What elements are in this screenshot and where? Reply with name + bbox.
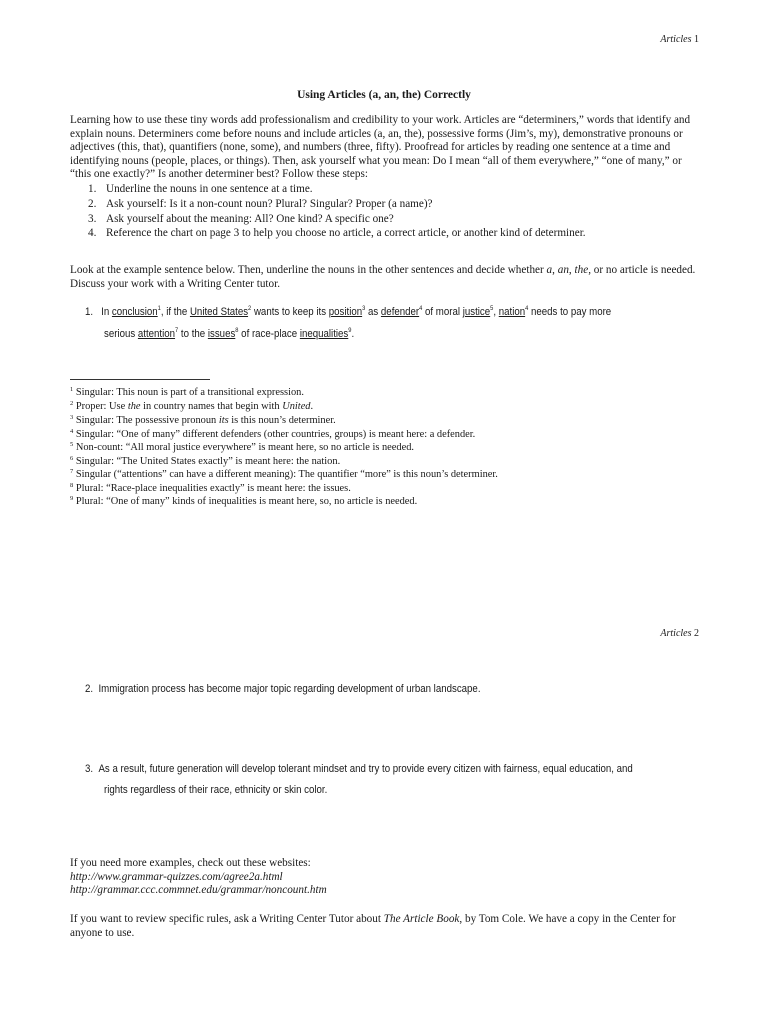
footnote-5: $^5$ Non-count: “All moral justice everywhere” is meant here, so no article is needed. bbox=[70, 441, 415, 453]
review-paragraph: If you want to review specific rules, ask a Writing Center Tutor about The Article Book, by Tom Cole. We have a copy in the Center for anyone to use. bbox=[70, 913, 676, 939]
list-item: 3. Ask yourself about the meaning: All? One kind? A specific one? bbox=[88, 212, 394, 225]
noun-defender: defender bbox=[380, 306, 420, 318]
page-number: 2 bbox=[694, 628, 699, 639]
example-sentence-1-line-2: serious attention$^7$ to the issues$^8$ of race-place inequalities$^9$. bbox=[104, 327, 355, 340]
list-item: 1. Underline the nouns in one sentence at a time. bbox=[88, 183, 313, 195]
link-grammar-ccc[interactable]: http://grammar.ccc.commnet.edu/grammar/noncount.htm bbox=[70, 884, 327, 897]
footnote-2: $^2$ Proper: Use the in country names that begin with United. bbox=[70, 400, 314, 412]
noun-issues: issues bbox=[207, 328, 236, 340]
link-grammar-quizzes[interactable]: http://www.grammar-quizzes.com/agree2a.html bbox=[70, 870, 283, 883]
steps-list bbox=[88, 182, 586, 241]
intro-paragraph: Learning how to use these tiny words add professionalism and credibility to your work. Articles are “determiners,” words that identify and explain nouns. Determiners come before nouns and include articles (a, an, the), possessive forms (Jim’s, my), demonstrative pronouns or adjectives (this, that), quantifiers (none, some), and numbers (three, fifty). Proofread for articles by reading one sentence at a time and identifying nouns (people, places, or things). Then, ask yourself what you mean: Do I mean “all of them everywhere,” “one of many,” or “this one exactly?” Is another determiner best? Follow these steps: bbox=[70, 114, 691, 181]
list-item: 4. Reference the chart on page 3 to help you choose no article, a correct article, or another kind of determiner. bbox=[88, 227, 586, 240]
example-sentence-1-line-1: 1. In conclusion$^1$, if the United States$^2$ wants to keep its position$^3$ as defender$^4$ of moral justice$^5$, nation$^4$ needs to pay more bbox=[85, 305, 612, 318]
running-head: Articles bbox=[660, 628, 692, 639]
instructions-paragraph: Look at the example sentence below. Then, underline the nouns in the other sentences and decide whether a, an, the, or no article is needed. Discuss your work with a Writing Center tutor. bbox=[70, 264, 696, 290]
page-header-1 bbox=[660, 34, 699, 45]
running-head: Articles bbox=[660, 34, 692, 45]
noun-conclusion: conclusion bbox=[111, 306, 158, 318]
list-item: 2. Ask yourself: Is it a non-count noun? Plural? Singular? Proper (a name)? bbox=[88, 197, 433, 210]
noun-position: position bbox=[328, 306, 363, 318]
more-examples-intro: If you need more examples, check out these websites: bbox=[70, 857, 311, 869]
noun-inequalities: inequalities bbox=[299, 328, 349, 340]
footnote-7: $^7$ Singular (“attentions” can have a different meaning): The quantifier “more” is this noun’s determiner. bbox=[70, 468, 498, 480]
example-sentence-3-line-1: 3. As a result, future generation will develop tolerant mindset and try to provide every citizen with fairness, equal education, and bbox=[85, 763, 633, 775]
footnote-1: $^1$ Singular: This noun is part of a transitional expression. bbox=[70, 386, 304, 398]
page-number: 1 bbox=[694, 34, 699, 45]
footnote-divider bbox=[70, 379, 210, 380]
footnote-3: $^3$ Singular: The possessive pronoun its is this noun’s determiner. bbox=[70, 414, 336, 426]
page-header-2 bbox=[660, 628, 699, 639]
footnote-8: $^8$ Plural: “Race-place inequalities exactly” is meant here: the issues. bbox=[70, 482, 351, 494]
book-title: The Article Book bbox=[383, 913, 460, 925]
footnote-6: $^6$ Singular: “The United States exactly” is meant here: the nation. bbox=[70, 455, 341, 467]
noun-united-states: United States bbox=[189, 306, 249, 318]
example-sentence-3-line-2: rights regardless of their race, ethnicity or skin color. bbox=[104, 784, 328, 796]
noun-nation: nation bbox=[498, 306, 526, 318]
footnote-9: $^9$ Plural: “One of many” kinds of inequalities is meant here, so, no article is needed. bbox=[70, 495, 418, 507]
noun-justice: justice bbox=[462, 306, 491, 318]
noun-attention: attention bbox=[137, 328, 176, 340]
example-sentence-2: 2. Immigration process has become major topic regarding development of urban landscape. bbox=[85, 683, 481, 695]
more-examples bbox=[70, 857, 327, 898]
page-title: Using Articles (a, an, the) Correctly bbox=[297, 89, 471, 101]
footnote-4: $^4$ Singular: “One of many” different defenders (other countries, groups) is meant here: a defender. bbox=[70, 428, 476, 440]
